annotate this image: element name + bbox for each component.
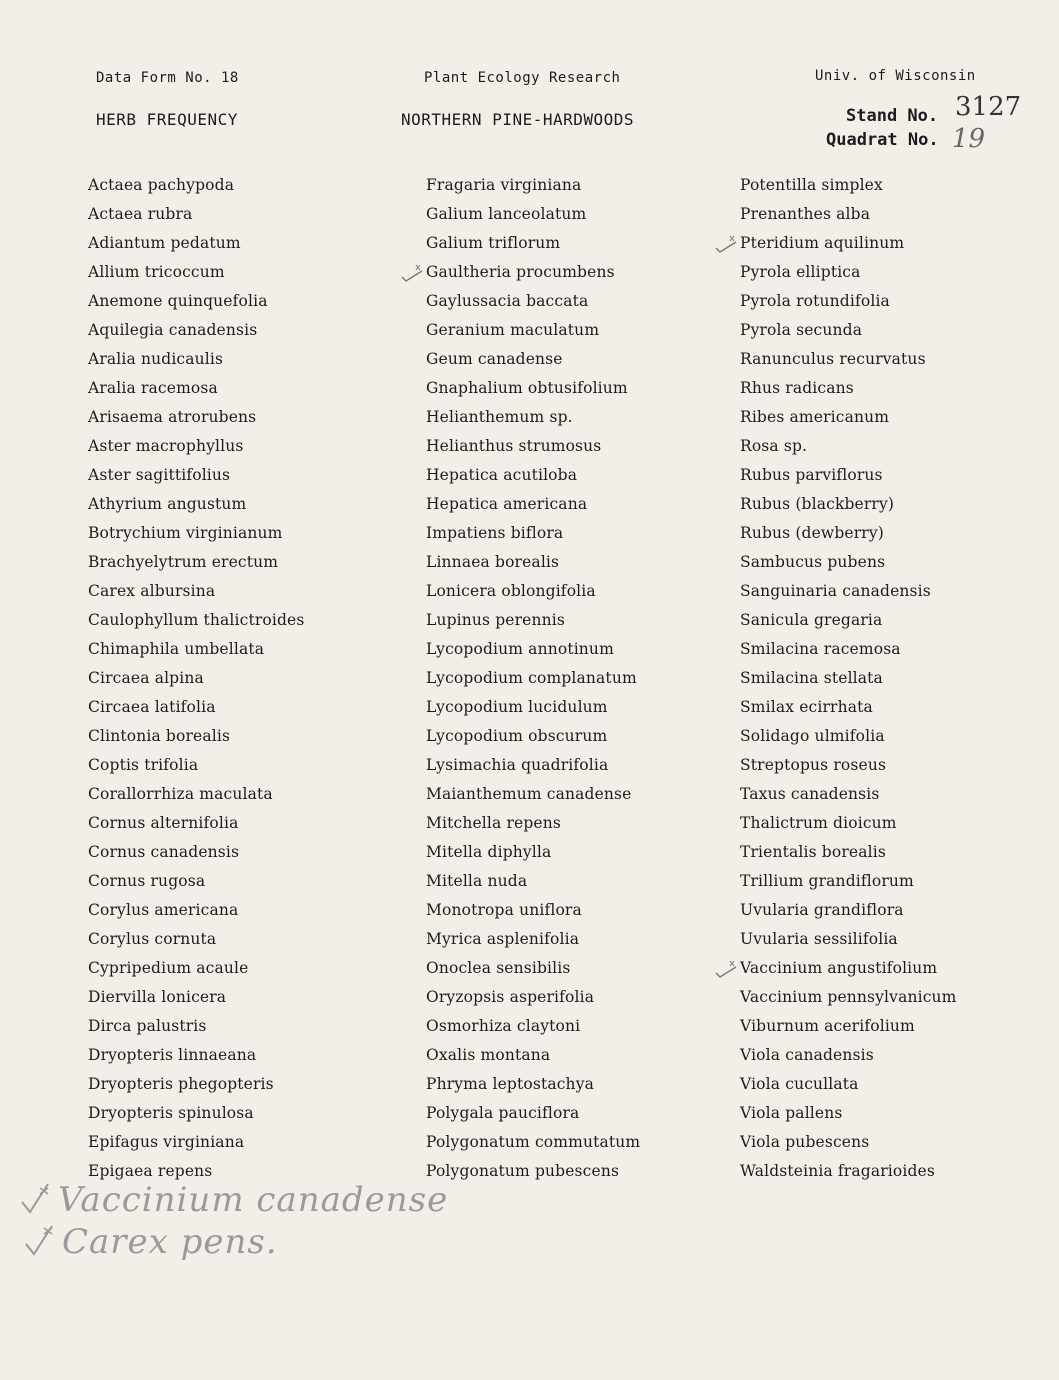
species-item xyxy=(426,259,640,288)
species-item xyxy=(740,172,957,201)
species-item xyxy=(426,607,640,636)
species-name: Monotropa uniflora xyxy=(426,901,582,919)
species-item xyxy=(740,868,957,897)
check-mark-icon xyxy=(400,261,424,283)
species-name: Polygala pauciflora xyxy=(426,1104,580,1122)
species-name: Dryopteris spinulosa xyxy=(88,1104,254,1122)
handwritten-addition: Carex pens. xyxy=(62,1222,278,1262)
species-name: Helianthus strumosus xyxy=(426,437,602,455)
species-name: Galium triflorum xyxy=(426,234,561,252)
species-name: Corallorrhiza maculata xyxy=(88,785,273,803)
species-item xyxy=(740,1071,957,1100)
species-item xyxy=(426,201,640,230)
species-item xyxy=(88,172,304,201)
species-column-1 xyxy=(88,172,304,1187)
species-item xyxy=(88,984,304,1013)
species-name: Cornus canadensis xyxy=(88,843,240,861)
species-name: Circaea latifolia xyxy=(88,698,216,716)
species-item xyxy=(426,955,640,984)
species-name: Rubus (blackberry) xyxy=(740,495,895,513)
species-item xyxy=(740,752,957,781)
species-name: Epigaea repens xyxy=(88,1162,213,1180)
species-name: Caulophyllum thalictroides xyxy=(88,611,305,629)
species-item xyxy=(426,549,640,578)
program-name: Plant Ecology Research xyxy=(424,70,621,86)
species-item xyxy=(740,607,957,636)
species-name: Athyrium angustum xyxy=(88,495,247,513)
species-item xyxy=(426,1129,640,1158)
species-item xyxy=(88,868,304,897)
species-name: Lycopodium complanatum xyxy=(426,669,637,687)
species-item xyxy=(88,752,304,781)
species-item xyxy=(740,520,957,549)
species-item xyxy=(88,201,304,230)
species-item xyxy=(88,1071,304,1100)
species-item xyxy=(740,665,957,694)
species-item xyxy=(88,665,304,694)
species-name: Uvularia sessilifolia xyxy=(740,930,898,948)
species-name: Galium lanceolatum xyxy=(426,205,587,223)
species-name: Geranium maculatum xyxy=(426,321,600,339)
species-name: Lycopodium obscurum xyxy=(426,727,608,745)
species-name: Streptopus roseus xyxy=(740,756,887,774)
species-name: Arisaema atrorubens xyxy=(88,408,257,426)
species-name: Impatiens biflora xyxy=(426,524,564,542)
species-name: Actaea pachypoda xyxy=(88,176,235,194)
check-mark-icon xyxy=(714,232,738,254)
community-title: NORTHERN PINE-HARDWOODS xyxy=(401,110,635,129)
species-item xyxy=(426,1100,640,1129)
species-item xyxy=(740,549,957,578)
species-name: Polygonatum pubescens xyxy=(426,1162,620,1180)
species-name: Aster macrophyllus xyxy=(88,437,244,455)
species-name: Circaea alpina xyxy=(88,669,204,687)
species-name: Cypripedium acaule xyxy=(88,959,249,977)
species-name: Smilacina stellata xyxy=(740,669,883,687)
species-item xyxy=(740,810,957,839)
species-item xyxy=(740,1158,957,1187)
species-name: Gaylussacia baccata xyxy=(426,292,589,310)
species-item xyxy=(88,317,304,346)
species-item xyxy=(88,578,304,607)
species-item xyxy=(740,897,957,926)
species-item xyxy=(426,230,640,259)
species-item xyxy=(88,694,304,723)
species-name: Aster sagittifolius xyxy=(88,466,231,484)
species-item xyxy=(740,984,957,1013)
species-name: Smilacina racemosa xyxy=(740,640,901,658)
species-name: Geum canadense xyxy=(426,350,563,368)
species-name: Aquilegia canadensis xyxy=(88,321,258,339)
species-item xyxy=(426,1042,640,1071)
species-name: Trillium grandiflorum xyxy=(740,872,914,890)
species-name: Lysimachia quadrifolia xyxy=(426,756,609,774)
species-column-3 xyxy=(740,172,957,1187)
species-item xyxy=(88,346,304,375)
species-name: Uvularia grandiflora xyxy=(740,901,904,919)
species-item xyxy=(740,462,957,491)
species-name: Corylus cornuta xyxy=(88,930,217,948)
species-item xyxy=(426,578,640,607)
species-name: Sambucus pubens xyxy=(740,553,886,571)
species-item xyxy=(426,636,640,665)
species-name: Viburnum acerifolium xyxy=(740,1017,915,1035)
species-item xyxy=(426,462,640,491)
species-item xyxy=(740,781,957,810)
species-name: Smilax ecirrhata xyxy=(740,698,873,716)
species-item xyxy=(740,1013,957,1042)
species-name: Onoclea sensibilis xyxy=(426,959,571,977)
species-item xyxy=(426,404,640,433)
species-item xyxy=(88,433,304,462)
species-item xyxy=(88,897,304,926)
species-item xyxy=(740,578,957,607)
species-name: Adiantum pedatum xyxy=(88,234,241,252)
species-item xyxy=(426,1071,640,1100)
species-name: Clintonia borealis xyxy=(88,727,231,745)
species-name: Viola pallens xyxy=(740,1104,843,1122)
species-item xyxy=(740,1100,957,1129)
species-name: Prenanthes alba xyxy=(740,205,871,223)
stand-number-value: 3127 xyxy=(955,92,1022,122)
species-name: Cornus alternifolia xyxy=(88,814,239,832)
species-name: Viola cucullata xyxy=(740,1075,859,1093)
species-item xyxy=(88,926,304,955)
species-name: Diervilla lonicera xyxy=(88,988,227,1006)
species-name: Chimaphila umbellata xyxy=(88,640,265,658)
species-name: Dryopteris linnaeana xyxy=(88,1046,257,1064)
quadrat-label: Quadrat No. xyxy=(826,130,939,150)
species-name: Oxalis montana xyxy=(426,1046,551,1064)
species-name: Osmorhiza claytoni xyxy=(426,1017,581,1035)
species-name: Mitchella repens xyxy=(426,814,561,832)
species-item xyxy=(88,230,304,259)
species-name: Trientalis borealis xyxy=(740,843,886,861)
species-item xyxy=(426,752,640,781)
species-name: Aralia racemosa xyxy=(88,379,218,397)
stand-label: Stand No. xyxy=(846,106,939,126)
species-item xyxy=(88,781,304,810)
species-item xyxy=(426,520,640,549)
species-item xyxy=(426,288,640,317)
species-name: Coptis trifolia xyxy=(88,756,199,774)
species-name: Viola pubescens xyxy=(740,1133,870,1151)
species-item xyxy=(740,955,957,984)
species-name: Fragaria virginiana xyxy=(426,176,582,194)
species-item xyxy=(88,839,304,868)
species-item xyxy=(88,462,304,491)
species-name: Waldsteinia fragarioides xyxy=(740,1162,935,1180)
species-name: Rubus parviflorus xyxy=(740,466,883,484)
species-name: Lycopodium lucidulum xyxy=(426,698,608,716)
species-item xyxy=(426,723,640,752)
species-name: Rosa sp. xyxy=(740,437,808,455)
species-name: Taxus canadensis xyxy=(740,785,880,803)
species-item xyxy=(88,1129,304,1158)
species-name: Pyrola rotundifolia xyxy=(740,292,890,310)
species-item xyxy=(426,694,640,723)
species-item xyxy=(426,375,640,404)
species-item xyxy=(740,926,957,955)
species-name: Pyrola secunda xyxy=(740,321,863,339)
pencil-check-icon xyxy=(18,1180,58,1216)
species-item xyxy=(740,201,957,230)
species-item xyxy=(88,955,304,984)
species-item xyxy=(740,723,957,752)
species-name: Actaea rubra xyxy=(88,205,193,223)
quadrat-number-value: 19 xyxy=(952,124,986,154)
species-name: Pyrola elliptica xyxy=(740,263,861,281)
species-item xyxy=(88,1013,304,1042)
species-item xyxy=(426,1013,640,1042)
species-item xyxy=(426,665,640,694)
species-item xyxy=(740,317,957,346)
species-name: Dirca palustris xyxy=(88,1017,207,1035)
species-name: Anemone quinquefolia xyxy=(88,292,268,310)
species-name: Myrica asplenifolia xyxy=(426,930,580,948)
species-name: Cornus rugosa xyxy=(88,872,206,890)
species-name: Mitella diphylla xyxy=(426,843,552,861)
species-item xyxy=(88,810,304,839)
species-name: Sanicula gregaria xyxy=(740,611,883,629)
species-item xyxy=(426,317,640,346)
species-item xyxy=(426,984,640,1013)
species-item xyxy=(740,491,957,520)
species-item xyxy=(426,897,640,926)
species-item xyxy=(88,404,304,433)
species-name: Oryzopsis asperifolia xyxy=(426,988,595,1006)
species-item xyxy=(740,694,957,723)
species-name: Viola canadensis xyxy=(740,1046,874,1064)
species-column-2 xyxy=(426,172,640,1187)
species-item xyxy=(740,375,957,404)
pencil-check-icon xyxy=(22,1222,62,1258)
species-item xyxy=(88,520,304,549)
species-item xyxy=(88,259,304,288)
species-name: Rubus (dewberry) xyxy=(740,524,884,542)
species-item xyxy=(88,288,304,317)
species-item xyxy=(88,375,304,404)
species-name: Sanguinaria canadensis xyxy=(740,582,931,600)
species-item xyxy=(426,839,640,868)
species-name: Brachyelytrum erectum xyxy=(88,553,279,571)
species-name: Hepatica acutiloba xyxy=(426,466,578,484)
species-item xyxy=(740,839,957,868)
check-mark-icon xyxy=(714,957,738,979)
species-name: Lonicera oblongifolia xyxy=(426,582,596,600)
species-item xyxy=(88,549,304,578)
species-item xyxy=(426,1158,640,1187)
species-item xyxy=(740,1042,957,1071)
species-name: Aralia nudicaulis xyxy=(88,350,224,368)
form-title: HERB FREQUENCY xyxy=(96,110,238,129)
form-number: Data Form No. 18 xyxy=(96,70,239,86)
species-item xyxy=(88,1100,304,1129)
institution-name: Univ. of Wisconsin xyxy=(815,68,976,84)
species-item xyxy=(426,172,640,201)
species-item xyxy=(740,288,957,317)
species-name: Pteridium aquilinum xyxy=(740,234,905,252)
species-item xyxy=(426,868,640,897)
species-name: Phryma leptostachya xyxy=(426,1075,594,1093)
species-item xyxy=(740,346,957,375)
species-name: Gaultheria procumbens xyxy=(426,263,615,281)
species-name: Dryopteris phegopteris xyxy=(88,1075,274,1093)
species-item xyxy=(88,491,304,520)
species-name: Solidago ulmifolia xyxy=(740,727,885,745)
species-name: Carex albursina xyxy=(88,582,216,600)
species-name: Potentilla simplex xyxy=(740,176,883,194)
species-name: Lycopodium annotinum xyxy=(426,640,614,658)
species-name: Ranunculus recurvatus xyxy=(740,350,926,368)
species-name: Gnaphalium obtusifolium xyxy=(426,379,628,397)
species-item xyxy=(426,346,640,375)
species-item xyxy=(88,607,304,636)
species-item xyxy=(426,926,640,955)
species-name: Ribes americanum xyxy=(740,408,890,426)
species-name: Helianthemum sp. xyxy=(426,408,573,426)
species-name: Maianthemum canadense xyxy=(426,785,632,803)
species-name: Rhus radicans xyxy=(740,379,854,397)
species-name: Hepatica americana xyxy=(426,495,588,513)
species-item xyxy=(740,433,957,462)
species-item xyxy=(740,636,957,665)
species-item xyxy=(426,433,640,462)
handwritten-addition: Vaccinium canadense xyxy=(58,1180,449,1220)
species-name: Polygonatum commutatum xyxy=(426,1133,641,1151)
species-item xyxy=(740,404,957,433)
species-name: Botrychium virginianum xyxy=(88,524,283,542)
species-name: Thalictrum dioicum xyxy=(740,814,897,832)
species-name: Corylus americana xyxy=(88,901,239,919)
species-name: Allium tricoccum xyxy=(88,263,225,281)
species-name: Vaccinium pennsylvanicum xyxy=(740,988,957,1006)
species-name: Epifagus virginiana xyxy=(88,1133,245,1151)
species-item xyxy=(740,230,957,259)
species-name: Lupinus perennis xyxy=(426,611,565,629)
species-item xyxy=(88,636,304,665)
species-name: Vaccinium angustifolium xyxy=(740,959,938,977)
species-name: Linnaea borealis xyxy=(426,553,560,571)
species-item xyxy=(740,259,957,288)
species-item xyxy=(88,1042,304,1071)
species-item xyxy=(426,491,640,520)
species-item xyxy=(426,781,640,810)
species-item xyxy=(88,723,304,752)
species-item xyxy=(426,810,640,839)
species-name: Mitella nuda xyxy=(426,872,528,890)
species-item xyxy=(740,1129,957,1158)
